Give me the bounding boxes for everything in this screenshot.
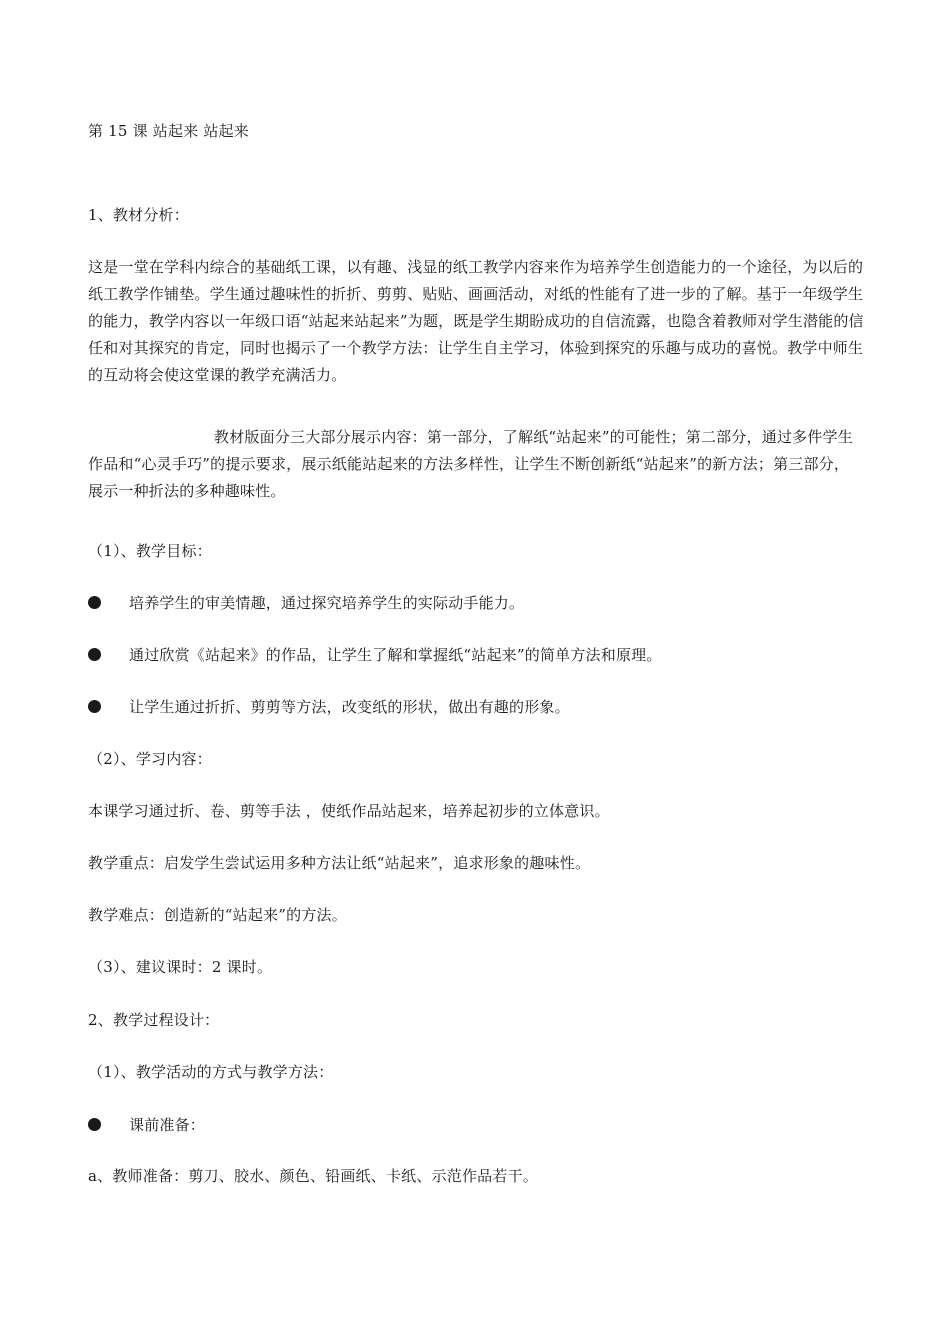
bullet-icon [88,1118,101,1131]
bullet-icon [88,700,101,713]
paragraph-layout: 教材版面分三大部分展示内容：第一部分，了解纸“站起来”的可能性；第二部分，通过多件学生作品和“心灵手巧”的提示要求，展示纸能站起来的方法多样性，让学生不断创新纸“站起来”的新方法；第三部分，展示一种折法的多种趣味性。 [88,428,853,500]
bullet-icon [88,596,101,609]
goal-item [88,592,524,613]
goal-text: 让学生通过折折、剪剪等方法，改变纸的形状，做出有趣的形象。 [129,698,570,716]
goals-heading: （1）、教学目标： [88,542,212,560]
prep-item [88,1114,205,1135]
methods-heading: （1）、教学活动的方式与教学方法： [88,1063,334,1081]
goal-item [88,644,662,665]
section-heading-analysis: 1、教材分析： [88,206,189,224]
goal-item [88,696,570,717]
lesson-title: 第 15 课 站起来 站起来 [88,122,249,140]
content-text: 本课学习通过折、卷、剪等手法 ，使纸作品站起来，培养起初步的立体意识。 [88,802,610,820]
bullet-icon [88,648,101,661]
content-heading: （2）、学习内容： [88,750,212,768]
teacher-prep: a、教师准备：剪刀、胶水、颜色、铅画纸、卡纸、示范作品若干。 [88,1167,538,1185]
goal-text: 通过欣赏《站起来》的作品，让学生了解和掌握纸“站起来”的简单方法和原理。 [129,646,662,664]
goal-text: 培养学生的审美情趣，通过探究培养学生的实际动手能力。 [129,594,525,612]
difficulty: 教学难点：创造新的“站起来”的方法。 [88,906,347,924]
prep-text: 课前准备： [129,1116,206,1134]
key-point: 教学重点：启发学生尝试运用多种方法让纸“站起来”，追求形象的趣味性。 [88,854,591,872]
section-heading-process: 2、教学过程设计： [88,1011,220,1029]
suggested-hours: （3）、建议课时：2 课时。 [88,958,273,976]
paragraph-analysis: 这是一堂在学科内综合的基础纸工课，以有趣、浅显的纸工教学内容来作为培养学生创造能力的一个途径，为以后的纸工教学作铺垫。学生通过趣味性的折折、剪剪、贴贴、画画活动，对纸的性能有了进一步的了解。基于一年级学生的能力，教学内容以一年级口语“站起来站起来”为题，既是学生期盼成功的自信流露，也隐含着教师对学生潜能的信任和对其探究的肯定，同时也揭示了一个教学方法：让学生自主学习，体验到探究的乐趣与成功的喜悦。教学中师生的互动将会使这堂课的教学充满活力。 [88,258,864,384]
